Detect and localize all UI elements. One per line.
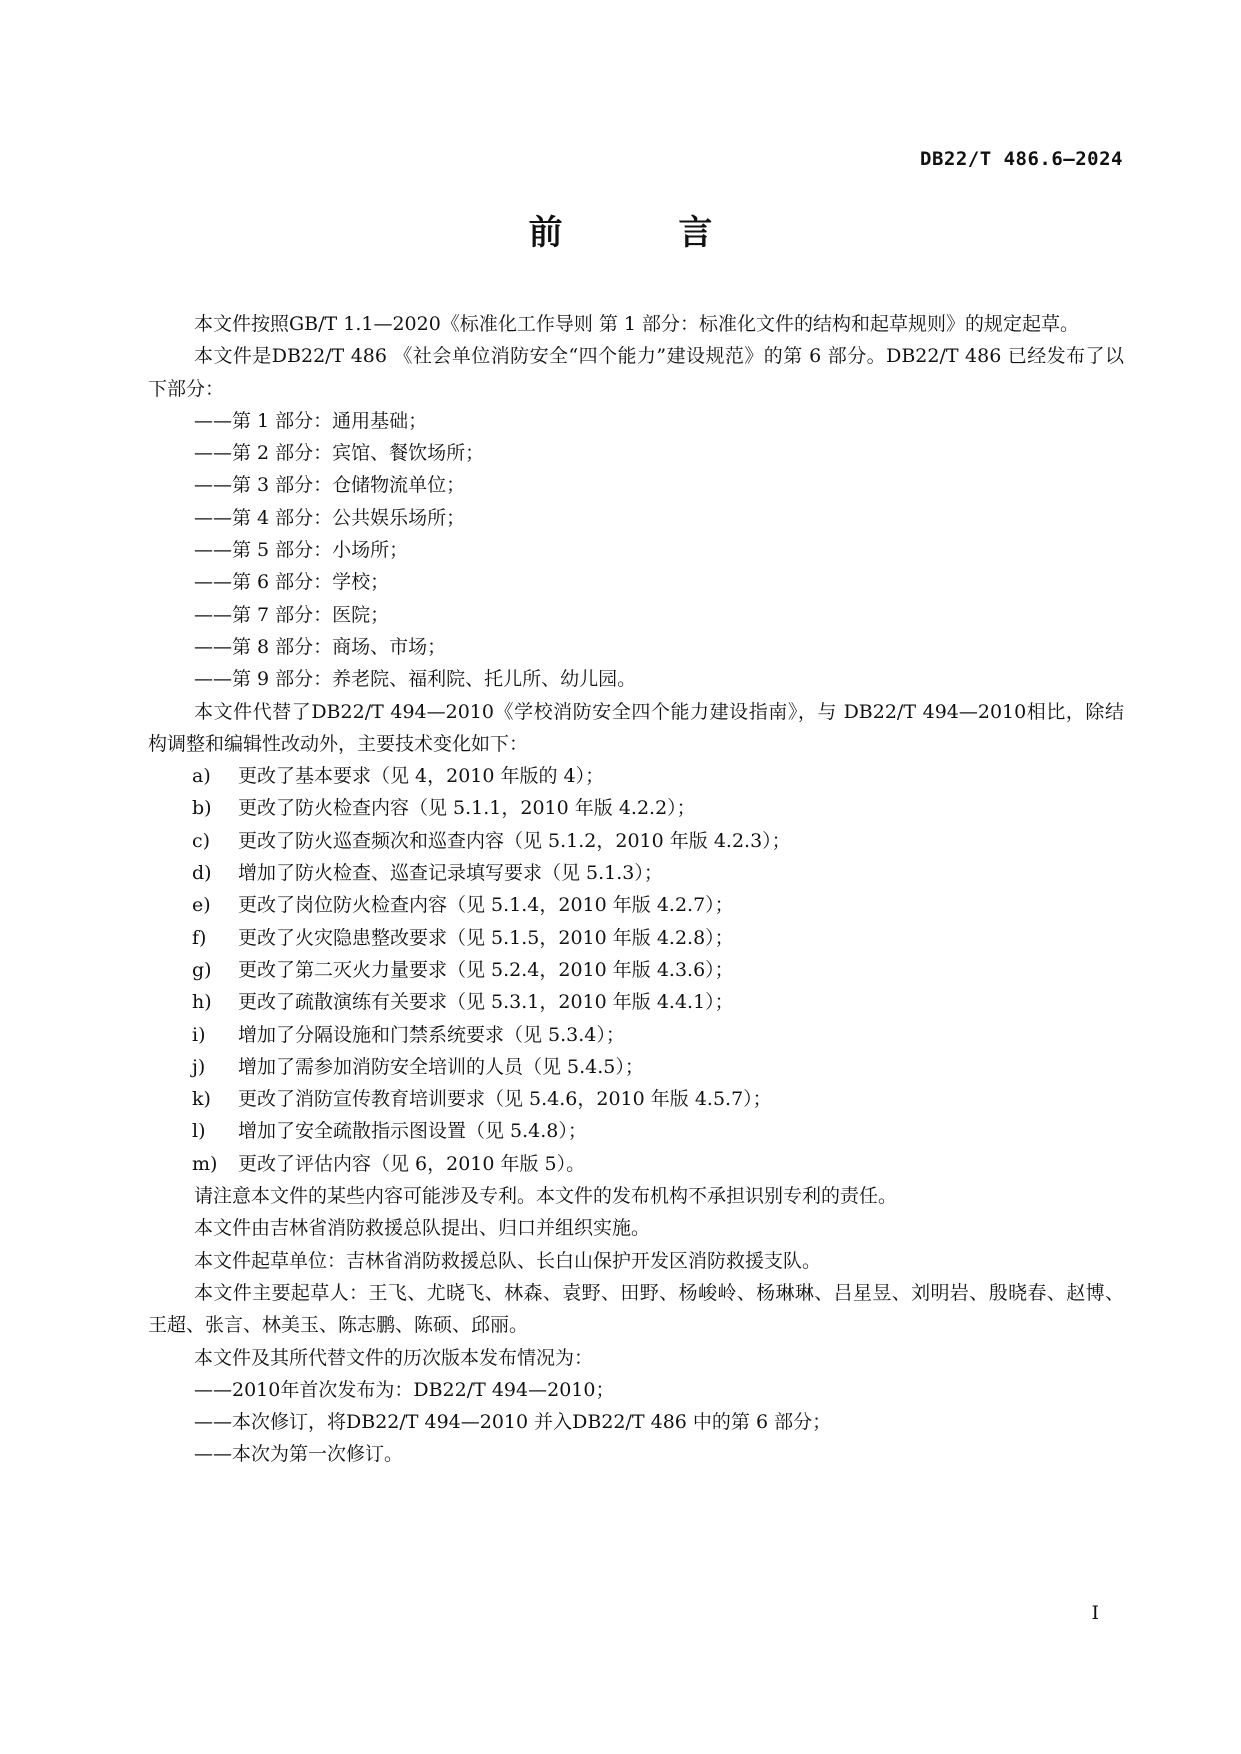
change-label: j): [192, 1055, 206, 1078]
change-item: [148, 954, 1124, 986]
change-text: 更改了评估内容（见 6，2010 年版 5）。: [238, 1152, 586, 1175]
change-text: 更改了防火检查内容（见 5.1.1，2010 年版 4.2.2）；: [238, 797, 696, 820]
change-item: [148, 1148, 1124, 1180]
paragraph-drafting-units: 本文件起草单位：吉林省消防救援总队、长白山保护开发区消防救援支队。: [194, 1249, 822, 1272]
paragraph-series-intro: 本文件是DB22/T 486 《社会单位消防安全“四个能力”建设规范》的第 6 部分。DB22/T 486 已经发布了以下部分：: [148, 345, 1124, 400]
change-label: e): [192, 894, 211, 917]
change-item: [148, 857, 1124, 889]
change-label: i): [192, 1023, 206, 1046]
change-text: 增加了防火检查、巡查记录填写要求（见 5.1.3）；: [238, 862, 663, 885]
change-item: [148, 825, 1124, 857]
history-list: [148, 1374, 1124, 1471]
change-item: [148, 1115, 1124, 1147]
paragraph-drafters: 本文件主要起草人：王飞、尤晓飞、林森、袁野、田野、杨峻岭、杨琳琳、吕星昱、刘明岩、殷晓春、赵博、王超、张言、林美玉、陈志鹏、陈硕、邱丽。: [148, 1281, 1124, 1337]
page-title: 前 言: [528, 213, 765, 253]
list-item: ——第 4 部分：公共娱乐场所；: [194, 506, 466, 529]
list-item: ——第 6 部分：学校；: [194, 571, 390, 594]
change-text: 增加了安全疏散指示图设置（见 5.4.8）；: [238, 1120, 587, 1143]
list-item: ——第 9 部分：养老院、福利院、托儿所、幼儿园。: [194, 668, 637, 691]
list-item: ——2010年首次发布为：DB22/T 494—2010；: [194, 1378, 615, 1401]
list-item: ——第 8 部分：商场、市场；: [194, 635, 447, 658]
change-item: [148, 792, 1124, 824]
change-text: 更改了火灾隐患整改要求（见 5.1.5，2010 年版 4.2.8）；: [238, 926, 734, 949]
list-item: ——本次修订，将DB22/T 494—2010 并入DB22/T 486 中的第 6 部分；: [194, 1411, 832, 1434]
change-label: m): [192, 1152, 218, 1175]
change-text: 更改了基本要求（见 4，2010 年版的 4）；: [238, 765, 605, 788]
change-item: [148, 1019, 1124, 1051]
change-item: [148, 1051, 1124, 1083]
parts-list: [148, 405, 1124, 696]
change-text: 更改了防火巡查频次和巡查内容（见 5.1.2，2010 年版 4.2.3）；: [238, 829, 791, 852]
change-text: 更改了消防宣传教育培训要求（见 5.4.6，2010 年版 4.5.7）；: [238, 1088, 772, 1111]
paragraph-proposer: 本文件由吉林省消防救援总队提出、归口并组织实施。: [194, 1217, 651, 1240]
foreword-body: [148, 308, 1124, 1471]
list-item: ——第 5 部分：小场所；: [194, 539, 409, 562]
change-label: g): [192, 958, 212, 981]
list-item: ——第 7 部分：医院；: [194, 603, 390, 626]
change-label: k): [192, 1088, 211, 1111]
document-code: DB22/T 486.6—2024: [920, 148, 1123, 170]
change-label: b): [192, 797, 212, 820]
change-item: [148, 1083, 1124, 1115]
change-text: 更改了疏散演练有关要求（见 5.3.1，2010 年版 4.4.1）；: [238, 991, 734, 1014]
change-item: [148, 986, 1124, 1018]
paragraph-drafting-rules: 本文件按照GB/T 1.1—2020《标准化工作导则 第 1 部分：标准化文件的结构和起草规则》的规定起草。: [194, 313, 1080, 335]
change-item: [148, 889, 1124, 921]
changes-list: [148, 760, 1124, 1180]
change-text: 更改了第二灭火力量要求（见 5.2.4，2010 年版 4.3.6）；: [238, 958, 734, 981]
list-item: ——第 2 部分：宾馆、餐饮场所；: [194, 442, 485, 465]
change-text: 更改了岗位防火检查内容（见 5.1.4，2010 年版 4.2.7）；: [238, 894, 734, 917]
list-item: ——本次为第一次修订。: [194, 1443, 404, 1466]
change-item: [148, 922, 1124, 954]
paragraph-history-intro: 本文件及其所代替文件的历次版本发布情况为：: [194, 1346, 594, 1369]
change-item: [148, 760, 1124, 792]
list-item: ——第 1 部分：通用基础；: [194, 409, 428, 432]
change-text: 增加了分隔设施和门禁系统要求（见 5.3.4）；: [238, 1023, 625, 1046]
change-label: f): [192, 926, 207, 949]
change-label: c): [192, 829, 211, 852]
list-item: ——第 3 部分：仓储物流单位；: [194, 474, 466, 497]
change-label: l): [192, 1120, 206, 1143]
change-label: h): [192, 991, 212, 1014]
change-label: a): [192, 765, 211, 788]
change-label: d): [192, 862, 212, 885]
paragraph-patent-notice: 请注意本文件的某些内容可能涉及专利。本文件的发布机构不承担识别专利的责任。: [194, 1185, 898, 1208]
paragraph-replaces: 本文件代替了DB22/T 494—2010《学校消防安全四个能力建设指南》，与 DB22/T 494—2010相比，除结构调整和编辑性改动外，主要技术变化如下：: [148, 700, 1124, 755]
change-text: 增加了需参加消防安全培训的人员（见 5.4.5）；: [238, 1055, 644, 1078]
page-number: I: [1091, 1602, 1099, 1624]
